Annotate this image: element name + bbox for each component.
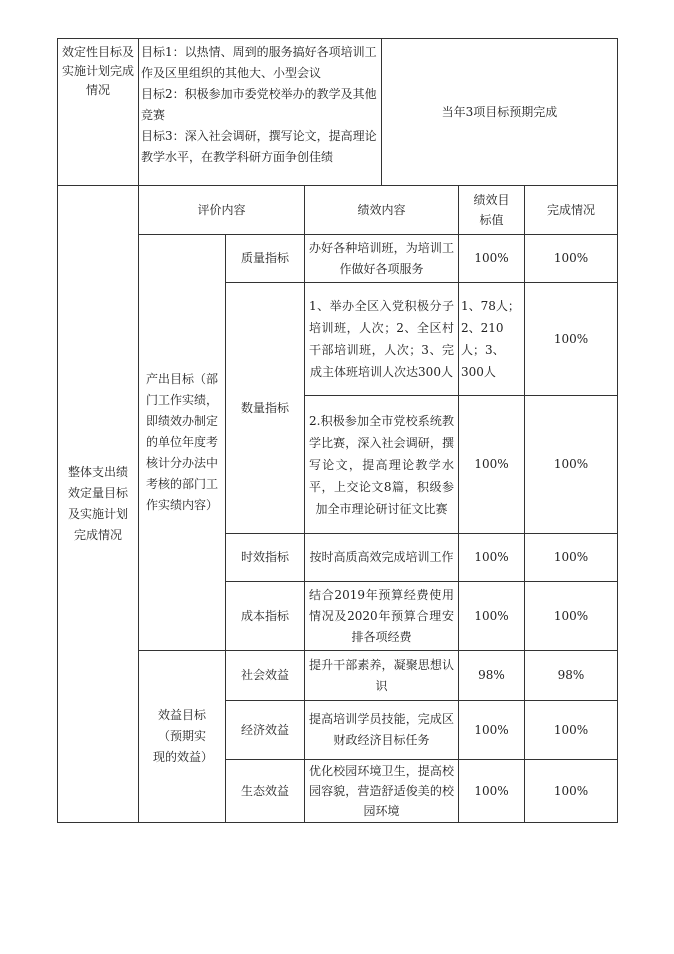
header-eval-content: 评价内容 [197, 202, 246, 217]
done-economic: 100% [553, 722, 589, 737]
content-quality: 办好各种培训班，为培训工作做好各项服务 [309, 240, 454, 276]
content-economic: 提高培训学员技能，完成区财政经济目标任务 [309, 712, 454, 747]
target-quantity-1: 1、78人；2、210人；3、300人 [461, 299, 520, 379]
target-quantity-2: 100% [474, 457, 509, 471]
performance-table [57, 38, 617, 822]
qualitative-goals-list [139, 39, 381, 185]
content-social: 提升干部素养，凝聚思想认识 [309, 657, 454, 693]
done-quality: 100% [553, 251, 589, 265]
content-ecological: 优化校园环境卫生，提高校园容貌，营造舒适俊美的校园环境 [309, 764, 454, 818]
target-timeliness: 100% [474, 550, 509, 564]
done-social: 98% [557, 668, 585, 682]
done-cost: 100% [553, 608, 589, 623]
indicator-cost: 成本指标 [240, 608, 289, 623]
goal-item: 目标1：以热情、周到的服务搞好各项培训工作及区里组织的其他大、小型会议 [141, 45, 377, 80]
done-quantity-2: 100% [553, 457, 589, 471]
content-quantity-1: 1、举办全区入党积极分子培训班，人次；2、全区村干部培训班，人次；3、完成主体班培训人次达300人 [309, 299, 454, 379]
group-output-goals: 产出目标（部门工作实绩，即绩效办制定的单位年度考核计分办法中考核的部门工作实绩内容） [145, 372, 218, 512]
quantitative-goals-label: 整体支出绩效定量目标及实施计划完成情况 [68, 465, 129, 542]
target-economic: 100% [474, 722, 509, 737]
target-social: 98% [478, 668, 505, 682]
done-quantity-1: 100% [553, 331, 589, 346]
goal-item: 目标3：深入社会调研，撰写论文，提高理论教学水平，在教学科研方面争创佳绩 [141, 129, 377, 164]
done-ecological: 100% [553, 783, 589, 798]
indicator-social: 社会效益 [240, 668, 289, 682]
indicator-quality: 质量指标 [240, 251, 289, 265]
content-quantity-2: 2.积极参加全市党校系统教学比赛，深入社会调研，撰写论文，提高理论教学水平，上交论文8篇，积级参加全市理论研讨征文比赛 [309, 413, 454, 516]
header-target-value: 绩效目标值 [473, 193, 510, 227]
indicator-economic: 经济效益 [240, 722, 289, 737]
qualitative-goals-result: 当年3项目标预期完成 [441, 104, 558, 119]
target-ecological: 100% [474, 783, 509, 798]
target-cost: 100% [474, 608, 509, 623]
indicator-quantity: 数量指标 [240, 400, 289, 415]
group-benefit-goals: 效益目标（预期实现的效益） [153, 708, 214, 764]
indicator-ecological: 生态效益 [240, 783, 289, 798]
header-performance-content: 绩效内容 [357, 202, 406, 217]
qualitative-goals-label: 效定性目标及实施计划完成情况 [62, 45, 135, 97]
content-timeliness: 按时高质高效完成培训工作 [309, 550, 454, 564]
header-completion: 完成情况 [546, 202, 595, 217]
goal-item: 目标2：积极参加市委党校举办的教学及其他竞赛 [141, 87, 377, 122]
target-quality: 100% [474, 251, 509, 265]
done-timeliness: 100% [553, 550, 589, 564]
content-cost: 结合2019年预算经费使用情况及2020年预算合理安排各项经费 [309, 587, 454, 644]
table-border-bottom [57, 822, 618, 823]
indicator-timeliness: 时效指标 [240, 550, 289, 564]
